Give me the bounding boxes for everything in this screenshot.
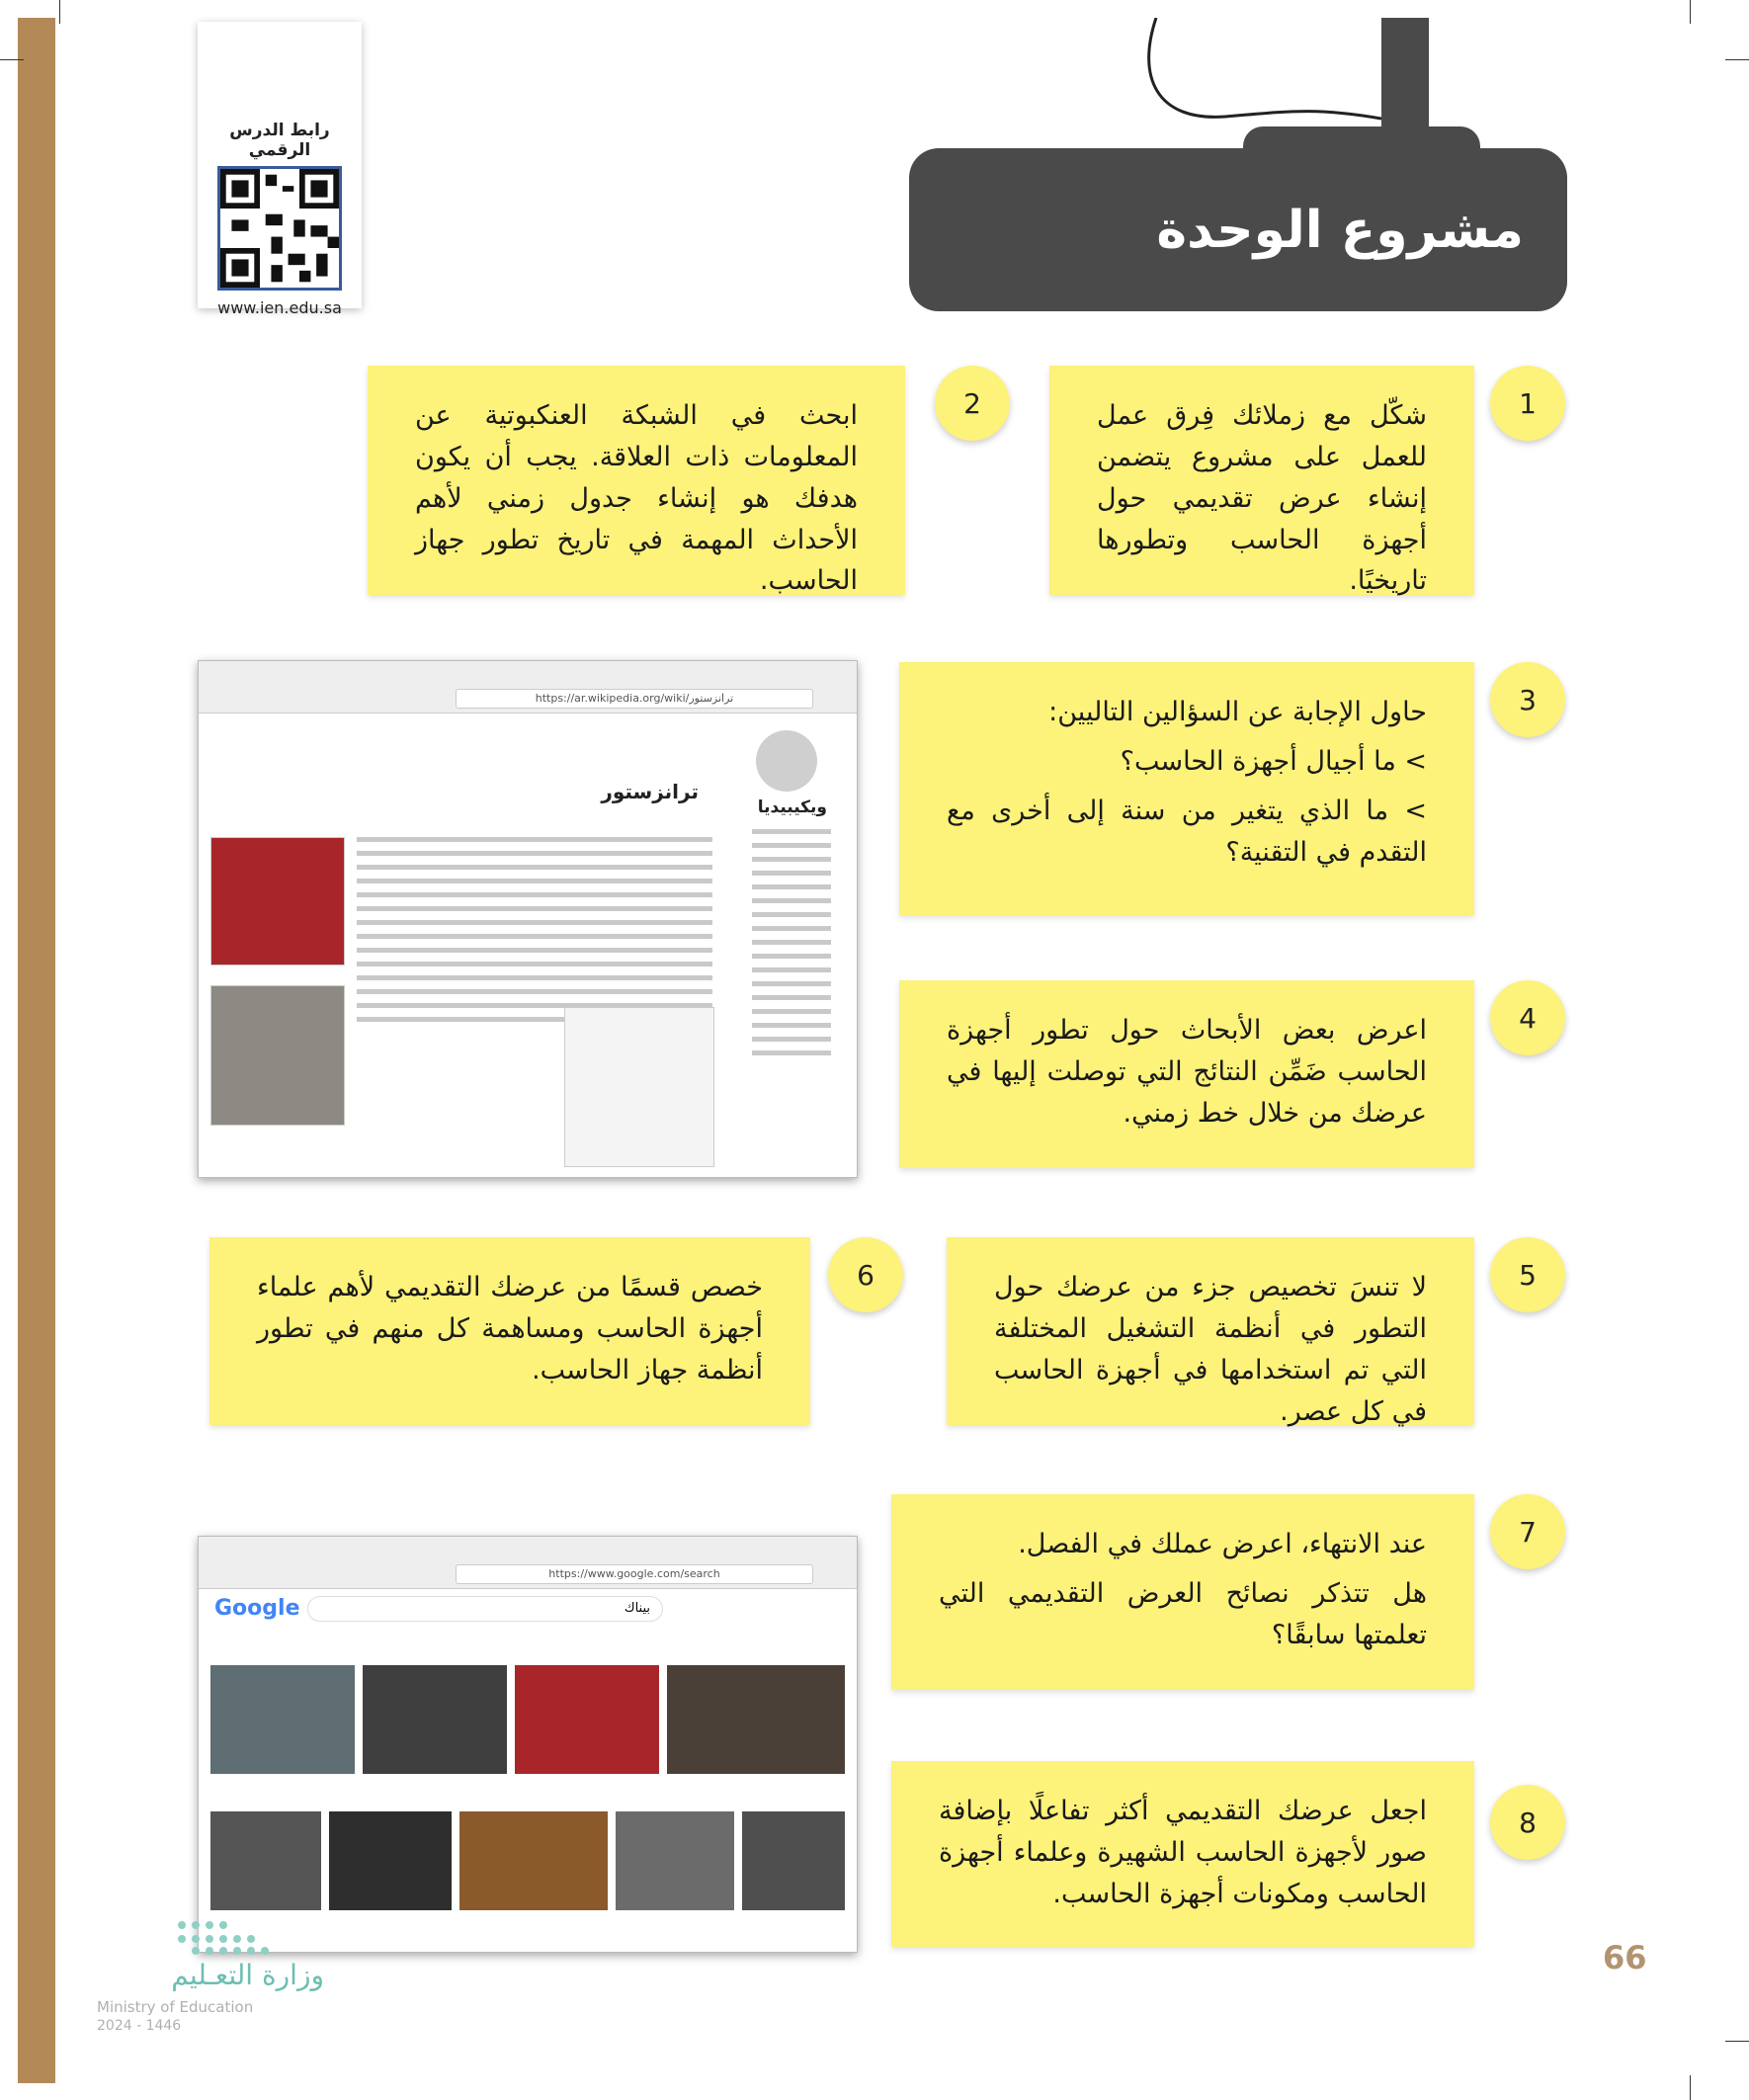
- search-box: بيناك: [307, 1596, 663, 1622]
- step-card-1: [1049, 366, 1474, 595]
- step-card-5: [947, 1237, 1474, 1425]
- page-edge-strip: [18, 18, 55, 2083]
- step-number-8: 8: [1490, 1785, 1565, 1860]
- qr-url[interactable]: www.ien.edu.sa: [217, 298, 342, 317]
- image-result: [515, 1665, 659, 1774]
- page-number: 66: [1603, 1939, 1647, 1976]
- cable-icon: [1117, 18, 1413, 136]
- image-result: [459, 1811, 608, 1910]
- address-bar: https://ar.wikipedia.org/wiki/ترانزستور: [456, 689, 813, 709]
- step-number-4: 4: [1490, 980, 1565, 1055]
- wikipedia-site-name: ويكيبيديا: [757, 798, 827, 817]
- qr-label: رابط الدرس الرقمي: [229, 121, 330, 160]
- digital-lesson-card[interactable]: [198, 22, 362, 317]
- crop-mark: [1725, 59, 1749, 60]
- qr-code-icon[interactable]: [217, 166, 342, 291]
- image-result: [210, 1811, 321, 1910]
- image-result: [616, 1811, 734, 1910]
- step-3-question-1: > ما أجيال أجهزة الحاسب؟: [1120, 745, 1427, 777]
- google-logo: Google: [214, 1596, 300, 1621]
- step-number-7: 7: [1490, 1494, 1565, 1569]
- google-images-screenshot: [198, 1536, 858, 1953]
- table-of-contents: [564, 1007, 714, 1167]
- wikipedia-screenshot: [198, 660, 858, 1178]
- image-result: [329, 1811, 452, 1910]
- address-bar: https://www.google.com/search: [456, 1564, 813, 1584]
- crop-mark: [1690, 0, 1691, 24]
- image-result: [363, 1665, 507, 1774]
- image-result: [742, 1811, 845, 1910]
- title-post: [1381, 18, 1429, 131]
- wikipedia-globe-icon: [756, 730, 817, 792]
- crop-mark: [1725, 2041, 1749, 2042]
- step-number-2: 2: [935, 366, 1010, 441]
- step-7-line-1: عند الانتهاء، اعرض عملك في الفصل.: [1018, 1529, 1427, 1559]
- step-card-2: [368, 366, 905, 595]
- step-number-3: 3: [1490, 662, 1565, 737]
- transistor-photo: [210, 837, 345, 966]
- ministry-name-ar: وزارة التعـليم: [171, 1959, 324, 1991]
- step-number-1: 1: [1490, 366, 1565, 441]
- step-2-text: ابحث في الشبكة العنكبوتية عن المعلومات ذات العلاقة. يجب أن يكون هدفك هو إنشاء جدول زمني لأهم الأحداث المهمة في تاريخ تطور جهاز الحاسب.: [415, 400, 858, 597]
- step-card-6: [209, 1237, 810, 1425]
- step-4-text: اعرض بعض الأبحاث حول تطور أجهزة الحاسب ضَمِّن النتائج التي توصلت إليها في عرضك من خلال خط زمني.: [947, 1015, 1427, 1129]
- image-result: [667, 1665, 845, 1774]
- step-3-intro: حاول الإجابة عن السؤالين التاليين:: [1048, 697, 1427, 727]
- unit-project-banner: [909, 148, 1567, 311]
- ministry-logo: [97, 1917, 324, 2036]
- step-number-6: 6: [828, 1237, 903, 1312]
- step-8-text: اجعل عرضك التقديمي أكثر تفاعلًا بإضافة صور لأجهزة الحاسب الشهيرة وعلماء أجهزة الحاسب ومكونات أجهزة الحاسب.: [939, 1796, 1427, 1909]
- step-6-text: خصص قسمًا من عرضك التقديمي لأهم علماء أجهزة الحاسب ومساهمة كل منهم في تطور أنظمة جهاز الحاسب.: [257, 1272, 763, 1386]
- image-result: [210, 1665, 355, 1774]
- step-card-7: [891, 1494, 1474, 1690]
- crop-mark: [1690, 2075, 1691, 2100]
- crop-mark: [0, 59, 24, 60]
- transistor-photo-2: [210, 985, 345, 1126]
- step-card-4: [899, 980, 1474, 1168]
- step-7-line-2: هل تتذكر نصائح العرض التقديمي التي تعلمتها سابقًا؟: [939, 1577, 1427, 1650]
- ministry-name-en: Ministry of Education: [97, 1998, 254, 2016]
- step-1-text: شكّل مع زملائك فِرق عمل للعمل على مشروع يتضمن إنشاء عرض تقديمي حول أجهزة الحاسب وتطورها تاريخيًا.: [1097, 400, 1427, 597]
- page-title: مشروع الوحدة: [1156, 200, 1524, 260]
- step-number-5: 5: [1490, 1237, 1565, 1312]
- article-title: ترانزستور: [601, 780, 699, 803]
- step-card-8: [891, 1761, 1474, 1947]
- article-text: [357, 837, 712, 1031]
- edition-year: 2024 - 1446: [97, 2018, 182, 2034]
- ministry-dots-icon: [172, 1917, 320, 1957]
- step-5-text: لا تنسَ تخصيص جزء من عرضك حول التطور في أنظمة التشغيل المختلفة التي تم استخدامها في أجهزة الحاسب في كل عصر.: [994, 1272, 1427, 1427]
- wiki-sidebar: [752, 829, 831, 1064]
- crop-mark: [59, 0, 60, 24]
- step-3-question-2: > ما الذي يتغير من سنة إلى أخرى مع التقدم في التقنية؟: [947, 795, 1427, 868]
- step-card-3: [899, 662, 1474, 915]
